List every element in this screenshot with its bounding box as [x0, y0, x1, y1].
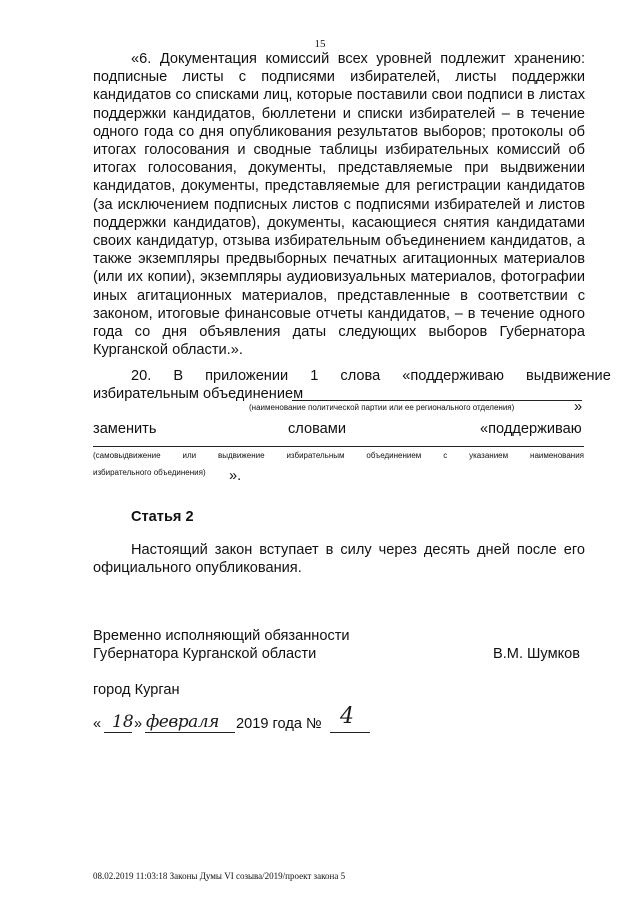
- item-20-text: 20. В приложении 1 слова «поддерживаю выдвижение: [131, 368, 611, 384]
- fill-line-nomination: [93, 446, 584, 447]
- nomination-end: ».: [229, 468, 242, 484]
- date-open-quote: «: [93, 716, 102, 732]
- day-fill-line: [104, 732, 132, 733]
- nomination-note-2: избирательного объединения): [93, 468, 206, 477]
- item-20-second-line: избирательным объединением: [93, 386, 304, 402]
- article-title: Статья 2: [131, 509, 194, 525]
- item-20-first-line: [131, 368, 611, 384]
- date-month: февраля: [146, 712, 219, 732]
- replace-word: заменить: [93, 421, 157, 437]
- date-close-quote: »: [134, 716, 143, 732]
- signature-name: В.М. Шумков: [493, 646, 581, 662]
- law-number: 4: [340, 704, 354, 729]
- nomination-note-1: (самовыдвижение или выдвижение избирательным объединением с указанием наименования: [93, 451, 584, 460]
- support-quote: «поддерживаю: [480, 421, 582, 437]
- article-text: Настоящий закон вступает в силу через десять дней после его официального опубликования.: [93, 542, 585, 577]
- with-words: словами: [288, 421, 346, 437]
- signature-role-2: Губернатора Курганской области: [93, 646, 317, 662]
- number-fill-line: [330, 732, 370, 733]
- city: город Курган: [93, 682, 180, 698]
- party-note: (наименование политической партии или ее регионального отделения): [249, 403, 515, 412]
- page-number: 15: [314, 38, 326, 50]
- signature-role-1: Временно исполняющий обязанности: [93, 628, 350, 644]
- documentation-paragraph: «6. Документация комиссий всех уровней подлежит хранению: подписные листы с подписями избирателей, листы поддержки кандидатов со списками лиц, которые поставили свои подписи в листах поддержки кандидатов, бюллетени и списки избирателей – в течение одного года со дня опубликования результатов выборов; протоколы об итогах голосования и сводные таблицы избирательных комиссий об итогах голосования, документы, представляемые при выдвижении кандидатов, документы, представляемые для регистрации кандидатов (за исключением подписных листов с подписями избирателей и листов поддержки кандидатов), документы, касающиеся снятия кандидатами своих кандидатур, отзыва избирательным объединением кандидатов, а также экземпляры предвыборных печатных агитационных материалов (или их копии), экземпляры аудиовизуальных материалов, фотографии иных агитационных материалов, представленные в соответствии с законом, итоговые финансовые отчеты кандидатов, – в течение одного года со дня объявления даты следующих выборов Губернатора Курганской области.».: [93, 51, 585, 359]
- date-year-number: 2019 года №: [236, 716, 322, 732]
- date-day: 18: [112, 712, 134, 732]
- month-fill-line: [145, 732, 235, 733]
- footer-filepath: 08.02.2019 11:03:18 Законы Думы VI созыва/2019/проект закона 5: [93, 871, 346, 881]
- fill-line-party: [292, 400, 582, 401]
- closing-quote: »: [574, 399, 583, 415]
